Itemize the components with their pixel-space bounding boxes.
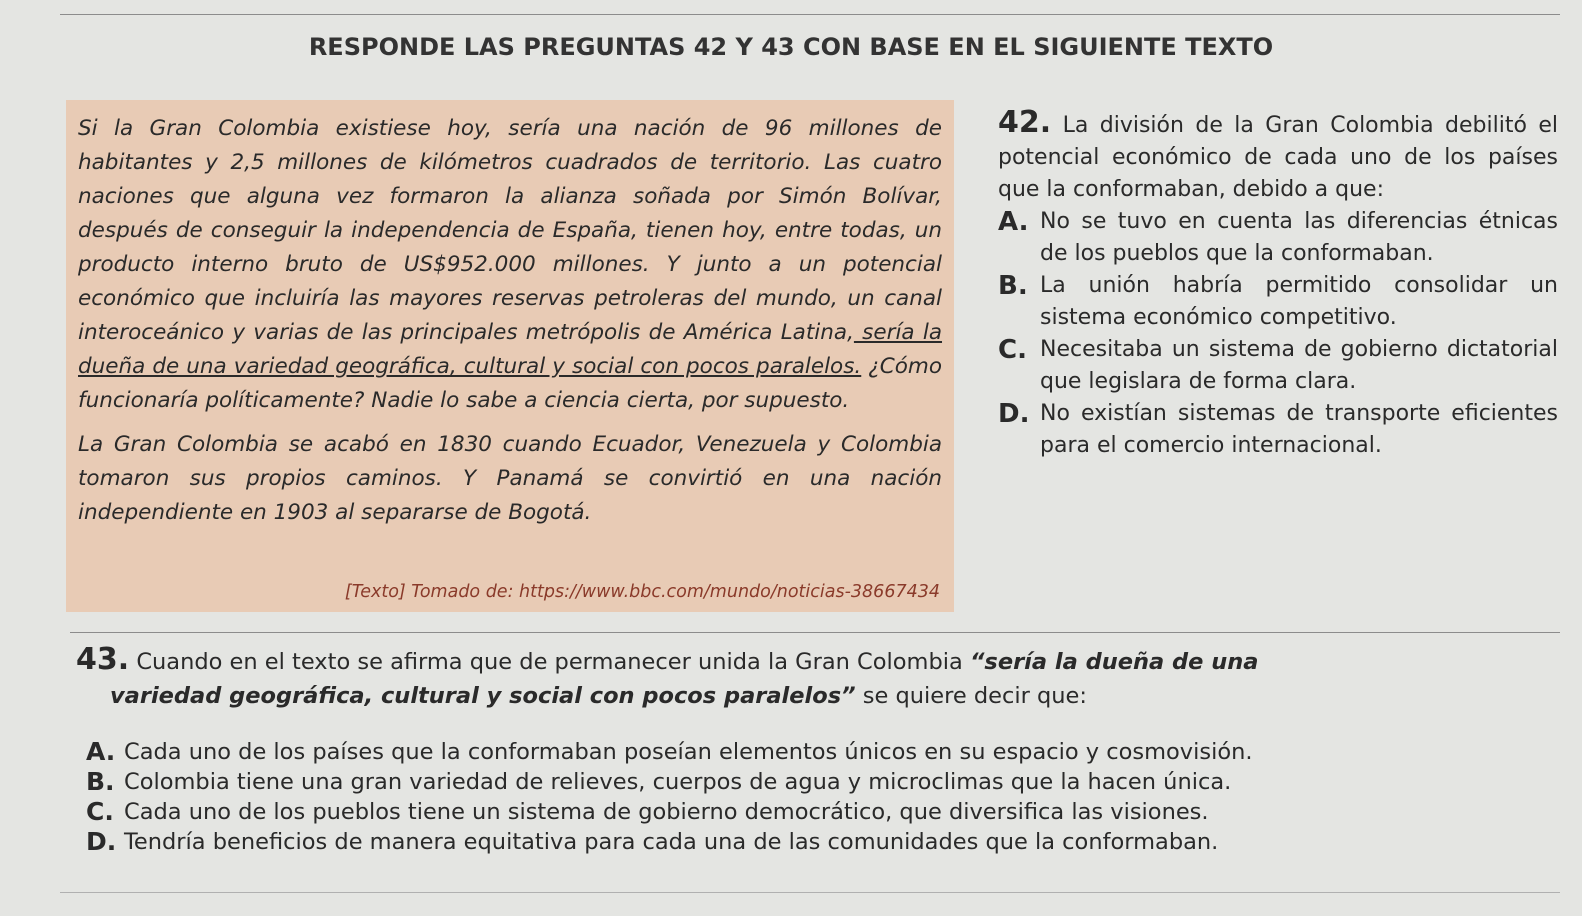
question-43-option-c[interactable] xyxy=(86,797,1562,827)
question-43-quote-part-2: variedad geográfica, cultural y social con pocos paralelos” xyxy=(110,683,856,709)
question-42-option-a[interactable] xyxy=(998,206,1558,270)
passage-text-intro: Si la Gran Colombia existiese hoy, sería una nación de 96 millones de habitantes y 2,5 millones de kilómetros cuadrados de territorio. Las cuatro naciones que alguna vez formaron la alianza soñada por Simón Bolívar, después de conseguir la independencia de España, tienen hoy, entre todas, un producto interno bruto de US$952.000 millones. Y junto a un potencial económico que incluiría las mayores reservas petroleras del mundo, un canal interoceánico y varias de las principales metrópolis de América Latina, xyxy=(78,116,942,345)
option-letter: A. xyxy=(998,207,1029,237)
option-text: Cada uno de los pueblos tiene un sistema de gobierno democrático, que diversifica las visiones. xyxy=(124,799,1209,825)
question-43-text-intro: Cuando en el texto se afirma que de permanecer unida la Gran Colombia xyxy=(136,649,970,675)
option-text: Colombia tiene una gran variedad de relieves, cuerpos de agua y microclimas que la hacen única. xyxy=(124,769,1232,795)
top-divider xyxy=(60,14,1560,15)
passage-paragraph-1 xyxy=(78,112,942,418)
reading-passage xyxy=(66,100,954,612)
question-43-stem xyxy=(76,643,1562,679)
passage-underlined-quote: sería la dueña de una variedad geográfica, cultural y social con pocos paralelos. xyxy=(78,320,943,379)
question-42-text: La división de la Gran Colombia debilitó el potencial económico de cada uno de los países que la conformaban, debido a que: xyxy=(998,113,1559,202)
question-43-quote-part-1: “sería la dueña de una xyxy=(969,649,1259,675)
option-letter: B. xyxy=(86,767,115,796)
option-text: Necesitaba un sistema de gobierno dictatorial que legislara de forma clara. xyxy=(1040,337,1558,394)
question-43-stem-line-2 xyxy=(76,679,1562,713)
passage-source: [Texto] Tomado de: https://www.bbc.com/mundo/noticias-38667434 xyxy=(344,582,940,602)
middle-divider xyxy=(70,632,1560,633)
question-42-stem xyxy=(998,107,1558,206)
option-text: La unión habría permitido consolidar un sistema económico competitivo. xyxy=(1040,273,1558,330)
option-letter: C. xyxy=(998,335,1027,365)
option-text: Cada uno de los países que la conformaban poseían elementos únicos en su espacio y cosmovisión. xyxy=(124,739,1253,765)
passage-text-closing: ¿Cómo funcionaría políticamente? Nadie lo sabe a ciencia cierta, por supuesto. xyxy=(78,354,942,413)
question-43-text-closing: se quiere decir que: xyxy=(855,683,1087,709)
option-letter: A. xyxy=(86,737,116,766)
question-43 xyxy=(76,643,1562,857)
bottom-divider xyxy=(60,892,1560,893)
option-letter: D. xyxy=(998,399,1030,429)
option-text: No se tuvo en cuenta las diferencias étnicas de los pueblos que la conformaban. xyxy=(1040,209,1558,266)
question-43-number: 43. xyxy=(76,642,130,677)
section-header: RESPONDE LAS PREGUNTAS 42 Y 43 CON BASE EN EL SIGUIENTE TEXTO xyxy=(308,33,1274,61)
question-43-option-d[interactable] xyxy=(86,827,1562,857)
option-letter: C. xyxy=(86,797,114,826)
option-letter: D. xyxy=(86,827,117,856)
question-42-option-b[interactable] xyxy=(998,270,1558,334)
option-letter: B. xyxy=(998,271,1028,301)
question-42 xyxy=(998,107,1558,462)
question-43-options xyxy=(76,737,1562,857)
question-42-option-d[interactable] xyxy=(998,398,1558,462)
option-text: No existían sistemas de transporte eficientes para el comercio internacional. xyxy=(1040,401,1558,458)
option-text: Tendría beneficios de manera equitativa para cada una de las comunidades que la conformaban. xyxy=(124,829,1219,855)
question-42-number: 42. xyxy=(998,105,1052,140)
question-42-option-c[interactable] xyxy=(998,334,1558,398)
question-43-option-a[interactable] xyxy=(86,737,1562,767)
question-43-option-b[interactable] xyxy=(86,767,1562,797)
passage-paragraph-2: La Gran Colombia se acabó en 1830 cuando Ecuador, Venezuela y Colombia tomaron sus propios caminos. Y Panamá se convirtió en una nación independiente en 1903 al separarse de Bogotá. xyxy=(78,432,942,525)
